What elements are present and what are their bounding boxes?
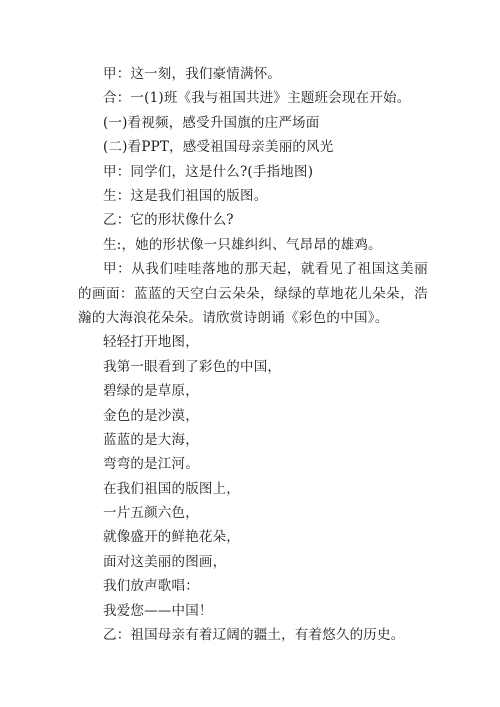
dialogue-line: 合：一(1)班《我与祖国共进》主题班会现在开始。: [103, 90, 411, 107]
dialogue-line: (二)看PPT，感受祖国母亲美丽的风光: [103, 139, 334, 156]
dialogue-line: 甲：同学们，这是什么?(手指地图): [103, 163, 314, 180]
poem-line: 我第一眼看到了彩色的中国，: [103, 358, 282, 375]
poem-line: 金色的是沙漠，: [103, 407, 199, 424]
dialogue-line: 乙：它的形状像什么?: [103, 212, 234, 229]
poem-line: 面对这美丽的图画，: [103, 553, 227, 570]
poem-line: 弯弯的是江河。: [103, 456, 199, 473]
poem-line: 轻轻打开地图，: [103, 334, 199, 351]
poem-line: 我们放声歌唱：: [103, 578, 199, 595]
poem-line: 我爱您——中国！: [103, 602, 213, 619]
dialogue-line: 乙：祖国母亲有着辽阔的疆土，有着悠久的历史。: [103, 627, 405, 644]
poem-line: 在我们祖国的版图上，: [103, 480, 240, 497]
dialogue-line: (一)看视频，感受升国旗的庄严场面: [103, 114, 320, 131]
document-body: [78, 62, 428, 647]
dialogue-line: 生:，她的形状像一只雄纠纠、气昂昂的雄鸡。: [103, 236, 382, 253]
dialogue-line: 甲：这一刻，我们豪情满怀。: [103, 66, 282, 82]
poem-line: 就像盛开的鲜艳花朵，: [103, 529, 240, 546]
poem-line: 碧绿的是草原，: [103, 383, 199, 400]
poem-line: 一片五颜六色，: [103, 505, 199, 522]
dialogue-line: 生：这是我们祖国的版图。: [103, 187, 268, 204]
poem-line: 蓝蓝的是大海，: [103, 431, 199, 448]
narration-paragraph: 甲：从我们哇哇落地的那天起，就看见了祖国这美丽的画面：蓝蓝的天空白云朵朵，绿绿的草地花儿朵朵，浩瀚的大海浪花朵朵。请欣赏诗朗诵《彩色的中国》。: [78, 261, 428, 326]
